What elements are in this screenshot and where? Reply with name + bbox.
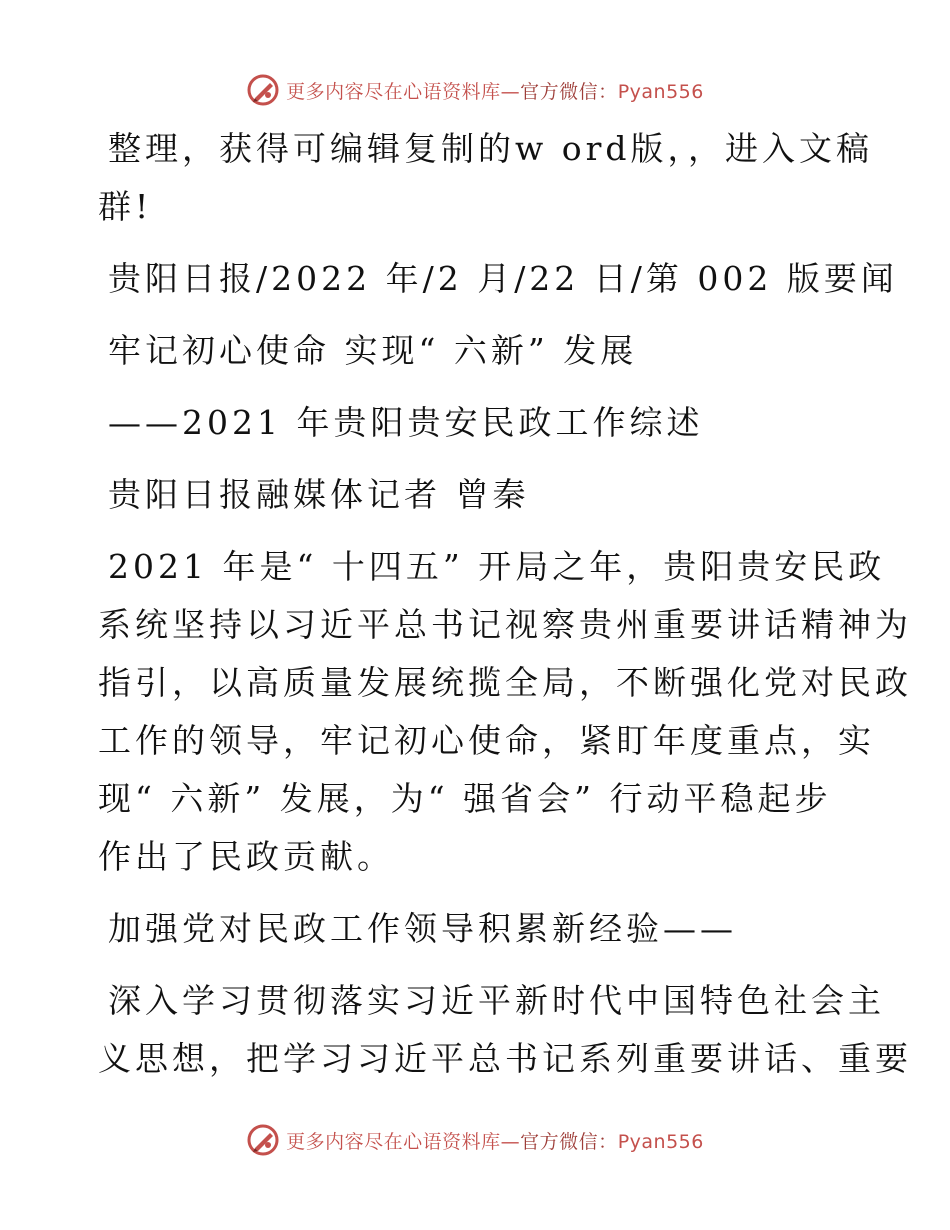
pen-logo-icon [246,1123,280,1157]
paragraph-line: 整理，获得可编辑复制的w ord版，，进入文稿 [108,129,874,168]
publication-info: 贵阳日报/2022 年/2 月/22 日/第 002 版要闻 [108,259,898,298]
header-watermark-banner [0,70,950,110]
document-body [98,120,912,1088]
paragraph-line: 群! [98,187,153,226]
article-subtitle: ——2021 年贵阳贵安民政工作综述 [108,403,704,442]
paragraph-line: 深入学习贯彻落实习近平新时代中国特色社会主 [108,981,885,1020]
paragraph-line: 义思想，把学习习近平总书记系列重要讲话、重要 [98,1039,912,1078]
article-author: 贵阳日报融媒体记者 曾秦 [108,475,530,514]
footer-watermark-banner [0,1120,950,1160]
paragraph-line: 现“ 六新” 发展，为“ 强省会” 行动平稳起步 [98,779,832,818]
paragraph-line: 指引，以高质量发展统揽全局，不断强化党对民政 [98,663,912,702]
paragraph-line: 系统坚持以习近平总书记视察贵州重要讲话精神为 [98,605,912,644]
section-heading: 加强党对民政工作领导积累新经验—— [108,909,737,948]
watermark-text: 更多内容尽在心语资料库—官方微信：Pyan556 [286,1130,704,1153]
article-title: 牢记初心使命 实现“ 六新” 发展 [108,331,638,370]
pen-logo-icon [246,73,280,107]
paragraph-line: 2021 年是“ 十四五” 开局之年，贵阳贵安民政 [108,547,886,586]
watermark-text: 更多内容尽在心语资料库—官方微信：Pyan556 [286,80,704,103]
paragraph-line: 作出了民政贡献。 [98,837,394,876]
paragraph-line: 工作的领导，牢记初心使命，紧盯年度重点，实 [98,721,875,760]
